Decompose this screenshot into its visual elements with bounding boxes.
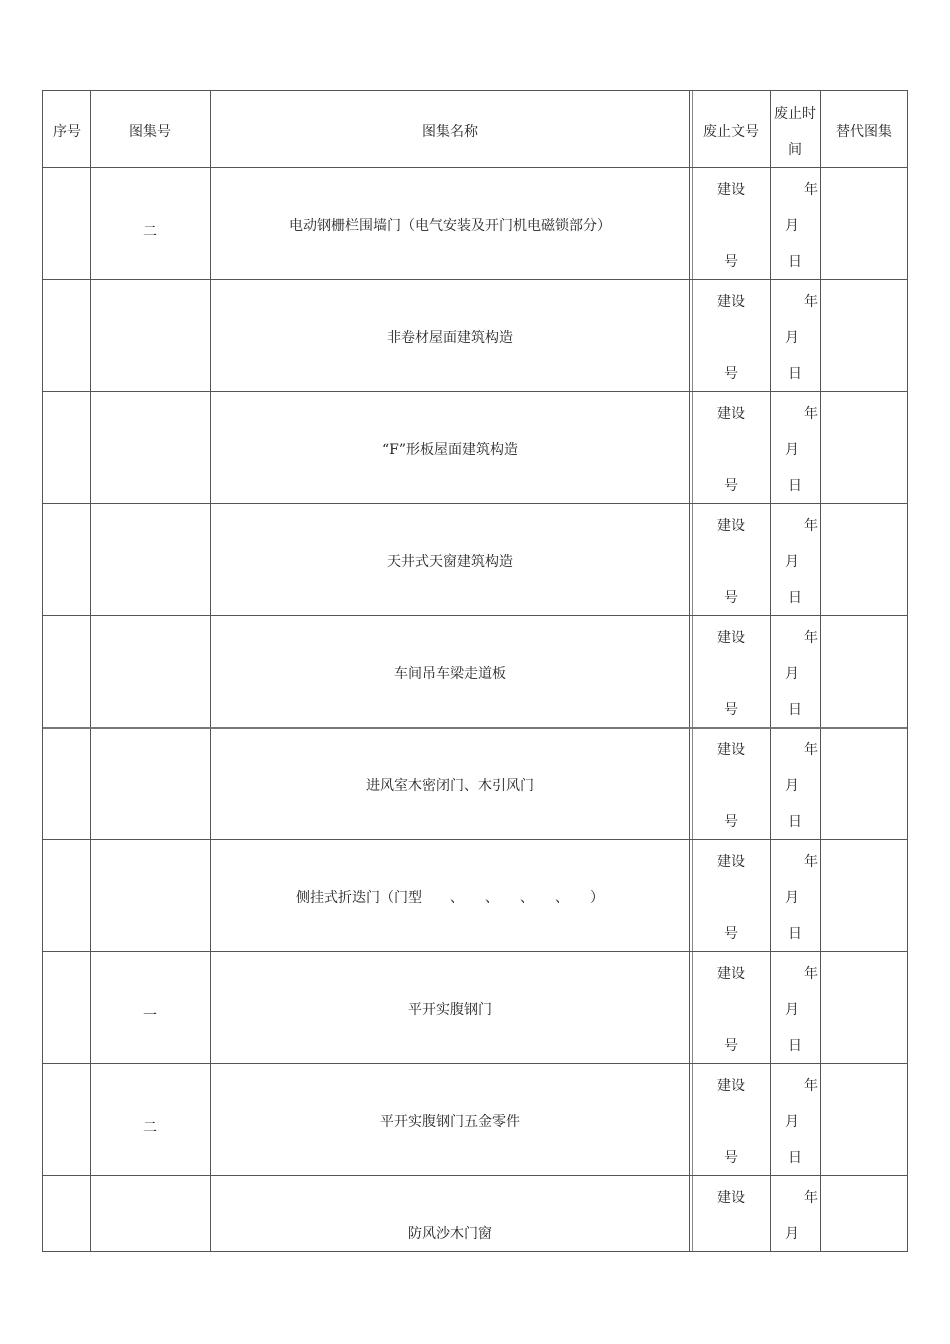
- cell-date-month: 月: [785, 554, 799, 570]
- cell-atlas-name: 平开实腹钢门五金零件: [380, 1114, 520, 1130]
- cell-date-day: 日: [788, 590, 802, 606]
- row-divider: [43, 503, 907, 504]
- row-divider: [43, 951, 907, 952]
- cell-date-day: 日: [788, 478, 802, 494]
- cell-date-year: 年: [804, 966, 818, 982]
- cell-date-day: 日: [788, 254, 802, 270]
- cell-date-year: 年: [804, 1078, 818, 1094]
- cell-date-month: 月: [785, 778, 799, 794]
- cell-date-day: 日: [788, 702, 802, 718]
- cell-doc-no-suffix: 号: [724, 478, 738, 494]
- cell-doc-no-suffix: 号: [724, 926, 738, 942]
- cell-date-year: 年: [804, 742, 818, 758]
- cell-atlas-name: 平开实腹钢门: [408, 1002, 492, 1018]
- row-divider: [43, 1063, 907, 1064]
- row-divider: [43, 279, 907, 280]
- col-divider: [820, 91, 821, 1251]
- table-grid: [43, 91, 907, 1251]
- cell-doc-no-suffix: 号: [724, 366, 738, 382]
- row-divider: [43, 391, 907, 392]
- cell-date-year: 年: [804, 1190, 818, 1206]
- cell-date-month: 月: [785, 890, 799, 906]
- cell-doc-no-suffix: 号: [724, 590, 738, 606]
- col-divider: [770, 91, 771, 1251]
- row-divider: [43, 839, 907, 840]
- header-date: 废止时: [774, 106, 816, 122]
- cell-date-year: 年: [804, 182, 818, 198]
- header-date-cont: 间: [788, 142, 802, 158]
- cell-atlas-name: “F”形板屋面建筑构造: [381, 442, 519, 458]
- cell-doc-no-prefix: 建设: [717, 742, 745, 758]
- cell-doc-no-suffix: 号: [724, 814, 738, 830]
- cell-date-day: 日: [788, 366, 802, 382]
- row-divider: [43, 615, 907, 616]
- cell-date-year: 年: [804, 630, 818, 646]
- cell-date-month: 月: [785, 1226, 799, 1242]
- cell-date-year: 年: [804, 406, 818, 422]
- cell-atlas-name: 非卷材屋面建筑构造: [387, 330, 513, 346]
- header-atlas-name: 图集名称: [422, 124, 478, 140]
- cell-date-month: 月: [785, 442, 799, 458]
- cell-date-day: 日: [788, 1038, 802, 1054]
- header-seq: 序号: [53, 124, 81, 140]
- cell-date-day: 日: [788, 814, 802, 830]
- cell-atlas-no: 一: [143, 1008, 157, 1024]
- cell-atlas-name: 车间吊车梁走道板: [394, 666, 506, 682]
- cell-doc-no-prefix: 建设: [717, 406, 745, 422]
- cell-doc-no-prefix: 建设: [717, 966, 745, 982]
- row-divider: [43, 727, 907, 729]
- cell-date-month: 月: [785, 1114, 799, 1130]
- cell-doc-no-prefix: 建设: [717, 182, 745, 198]
- cell-doc-no-prefix: 建设: [717, 854, 745, 870]
- col-divider: [210, 91, 211, 1251]
- cell-doc-no-suffix: 号: [724, 1038, 738, 1054]
- cell-date-year: 年: [804, 854, 818, 870]
- cell-atlas-no: 二: [143, 224, 157, 240]
- cell-doc-no-prefix: 建设: [717, 1190, 745, 1206]
- row-divider: [43, 1175, 907, 1176]
- cell-date-month: 月: [785, 218, 799, 234]
- header-doc-no: 废止文号: [703, 124, 759, 140]
- cell-date-month: 月: [785, 666, 799, 682]
- abolished-atlas-table: [42, 90, 908, 1252]
- cell-date-day: 日: [788, 1150, 802, 1166]
- cell-atlas-name: 进风室木密闭门、木引风门: [366, 778, 534, 794]
- cell-date-year: 年: [804, 294, 818, 310]
- cell-doc-no-prefix: 建设: [717, 1078, 745, 1094]
- cell-atlas-name: 电动钢栅栏围墙门（电气安装及开门机电磁锁部分）: [289, 218, 611, 234]
- row-divider: [43, 167, 907, 168]
- cell-doc-no-prefix: 建设: [717, 630, 745, 646]
- cell-atlas-name: 防风沙木门窗: [408, 1226, 492, 1242]
- header-replacement: 替代图集: [836, 124, 892, 140]
- cell-date-month: 月: [785, 1002, 799, 1018]
- cell-date-month: 月: [785, 330, 799, 346]
- cell-doc-no-suffix: 号: [724, 1150, 738, 1166]
- col-divider: [689, 91, 693, 1251]
- cell-doc-no-prefix: 建设: [717, 294, 745, 310]
- cell-atlas-no: 二: [143, 1120, 157, 1136]
- col-divider: [90, 91, 91, 1251]
- cell-date-year: 年: [804, 518, 818, 534]
- header-atlas-no: 图集号: [129, 124, 171, 140]
- cell-date-day: 日: [788, 926, 802, 942]
- cell-doc-no-prefix: 建设: [717, 518, 745, 534]
- cell-doc-no-suffix: 号: [724, 702, 738, 718]
- cell-doc-no-suffix: 号: [724, 254, 738, 270]
- cell-atlas-name: 天井式天窗建筑构造: [387, 554, 513, 570]
- cell-atlas-name: 侧挂式折迭门（门型 、 、 、 、 ）: [296, 890, 604, 906]
